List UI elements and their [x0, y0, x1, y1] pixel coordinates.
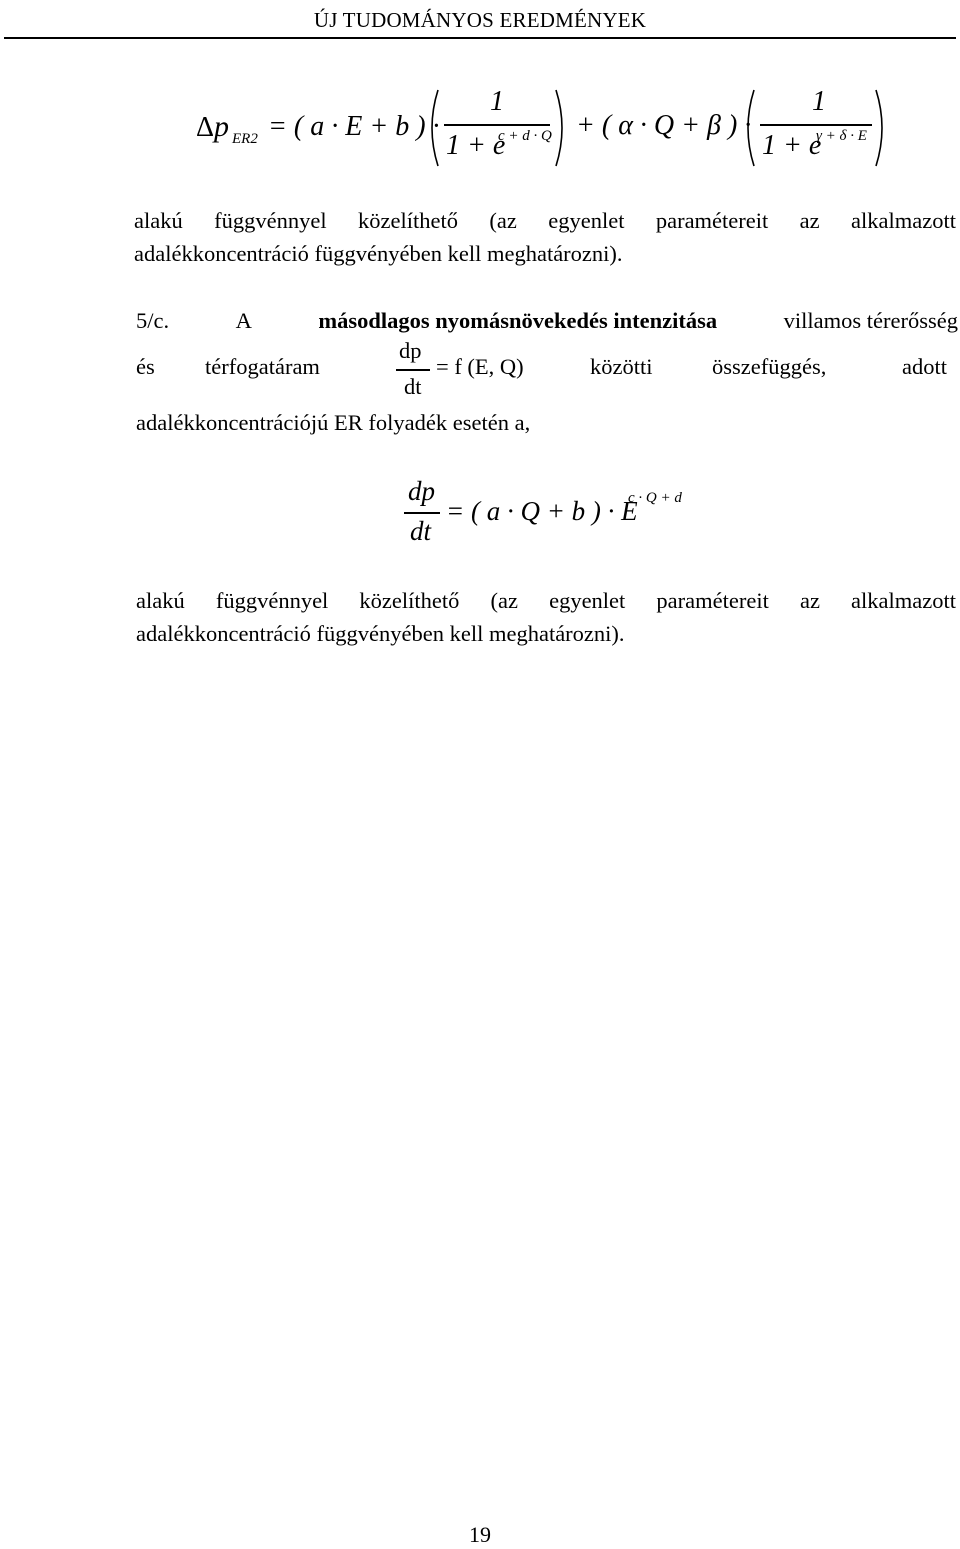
eq1-delta: Δ: [196, 112, 215, 143]
eq1-fraction-bar-1: [444, 124, 550, 126]
eq1-fraction-bar-2: [760, 124, 872, 126]
section-bold-title: másodlagos nyomásnövekedés intenzitása: [318, 308, 718, 333]
word-osszefugges: összefüggés,: [712, 354, 827, 379]
eq2-fraction-bar: [404, 512, 440, 514]
eq1-numerator-1: 1: [490, 86, 504, 117]
inline-fraction-bar: [396, 369, 430, 371]
eq1-right-paren-1: [552, 88, 572, 168]
eq1-second-term: + ( α · Q + β ) ·: [576, 110, 752, 141]
eq1-exponent-2: γ + δ · E: [816, 128, 867, 144]
paragraph-2-line: adalékkoncentrációjú ER folyadék esetén a,: [136, 410, 531, 435]
inline-fraction-denominator: dt: [404, 374, 422, 399]
word-es: és: [136, 354, 155, 379]
inline-fraction-numerator: dp: [399, 338, 422, 363]
eq2-rhs: = ( a · Q + b ) · E: [446, 496, 638, 526]
word-adott: adott: [902, 354, 947, 379]
eq1-left-paren-2: [738, 88, 758, 168]
eq2-exponent: c · Q + d: [628, 490, 682, 506]
running-header: ÚJ TUDOMÁNYOS EREDMÉNYEK: [313, 8, 647, 32]
paragraph-1-line-1: alakú függvénnyel közelíthető (az egyenlet paramétereit az alkalmazott: [134, 208, 956, 233]
page-number: 19: [469, 1522, 491, 1547]
eq1-exponent-1: c + d · Q: [498, 128, 552, 144]
eq1-p: p: [214, 110, 229, 143]
section-rest: villamos térerősség: [783, 308, 958, 333]
eq1-denominator-1: 1 + e: [446, 130, 506, 161]
eq1-right-paren-2: [872, 88, 892, 168]
eq1-numerator-2: 1: [812, 86, 826, 117]
inline-function: = f (E, Q): [436, 354, 524, 379]
section-number: 5/c.: [136, 308, 170, 333]
eq1-subscript: ER2: [232, 131, 258, 147]
paragraph-3-line-1: alakú függvénnyel közelíthető (az egyenlet paramétereit az alkalmazott: [136, 588, 956, 613]
paragraph-3-line-2: adalékkoncentráció függvényében kell meghatározni).: [136, 621, 625, 646]
eq2-numerator: dp: [408, 476, 435, 506]
section-article: A: [235, 308, 252, 333]
paragraph-1-line-2: adalékkoncentráció függvényében kell meghatározni).: [134, 241, 623, 266]
section-heading-line: [136, 304, 958, 337]
eq1-left-paren-1: [422, 88, 442, 168]
word-terfogataram: térfogatáram: [205, 354, 320, 379]
eq1-denominator-2: 1 + e: [762, 130, 822, 161]
eq1-first-term: = ( a · E + b ) ·: [268, 111, 440, 142]
equation-1: [0, 0, 960, 180]
word-kozotti: közötti: [590, 354, 653, 379]
eq2-denominator: dt: [410, 516, 432, 546]
